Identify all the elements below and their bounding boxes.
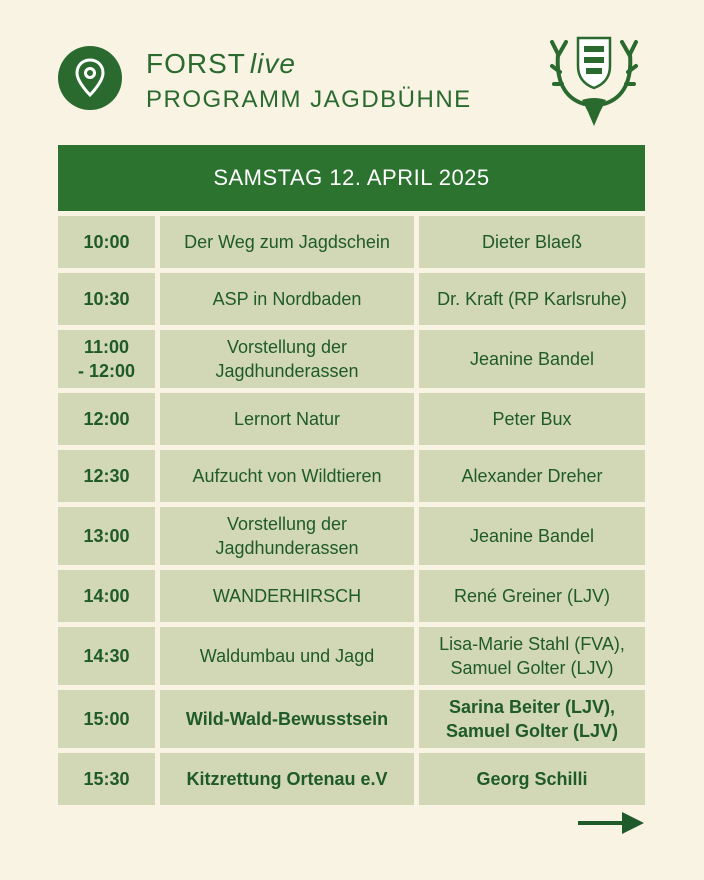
title-cell: Aufzucht von Wildtieren (160, 450, 414, 502)
time-cell: 15:30 (58, 753, 155, 805)
speaker-cell: Dieter Blaeß (419, 216, 645, 268)
speaker-cell: Georg Schilli (419, 753, 645, 805)
title-cell: WANDERHIRSCH (160, 570, 414, 622)
title-cell: Der Weg zum Jagdschein (160, 216, 414, 268)
brand-name: FORST (146, 48, 246, 79)
title-cell: Vorstellung der Jagdhunderassen (160, 330, 414, 388)
time-cell: 11:00 - 12:00 (58, 330, 155, 388)
time-cell: 10:00 (58, 216, 155, 268)
brand-suffix: live (249, 48, 296, 79)
time-cell: 14:00 (58, 570, 155, 622)
table-row (58, 393, 645, 445)
speaker-cell: Jeanine Bandel (419, 330, 645, 388)
title-cell: ASP in Nordbaden (160, 273, 414, 325)
title-cell: Wild-Wald-Bewusstsein (160, 690, 414, 748)
table-row (58, 450, 645, 502)
time-cell: 15:00 (58, 690, 155, 748)
table-row (58, 753, 645, 805)
schedule-table (58, 216, 645, 810)
table-row (58, 627, 645, 685)
time-cell: 12:00 (58, 393, 155, 445)
title-cell: Waldumbau und Jagd (160, 627, 414, 685)
title-cell: Lernort Natur (160, 393, 414, 445)
table-row (58, 690, 645, 748)
table-row (58, 570, 645, 622)
speaker-cell: Dr. Kraft (RP Karlsruhe) (419, 273, 645, 325)
title-cell: Kitzrettung Ortenau e.V (160, 753, 414, 805)
speaker-cell: Sarina Beiter (LJV), Samuel Golter (LJV) (419, 690, 645, 748)
title-cell: Vorstellung der Jagdhunderassen (160, 507, 414, 565)
page-subtitle: PROGRAMM JAGDBÜHNE (146, 86, 472, 113)
speaker-cell: Lisa-Marie Stahl (FVA), Samuel Golter (LJV) (419, 627, 645, 685)
table-row (58, 273, 645, 325)
speaker-cell: René Greiner (LJV) (419, 570, 645, 622)
arrow-right-icon[interactable] (576, 810, 646, 836)
time-cell: 14:30 (58, 627, 155, 685)
map-pin-icon (58, 46, 122, 110)
day-header: SAMSTAG 12. APRIL 2025 (58, 145, 645, 211)
speaker-cell: Peter Bux (419, 393, 645, 445)
speaker-cell: Alexander Dreher (419, 450, 645, 502)
speaker-cell: Jeanine Bandel (419, 507, 645, 565)
brand-title (146, 48, 296, 80)
time-cell: 12:30 (58, 450, 155, 502)
table-row (58, 216, 645, 268)
time-cell: 10:30 (58, 273, 155, 325)
table-row (58, 507, 645, 565)
table-row (58, 330, 645, 388)
time-cell: 13:00 (58, 507, 155, 565)
antler-crest-icon (548, 32, 640, 128)
